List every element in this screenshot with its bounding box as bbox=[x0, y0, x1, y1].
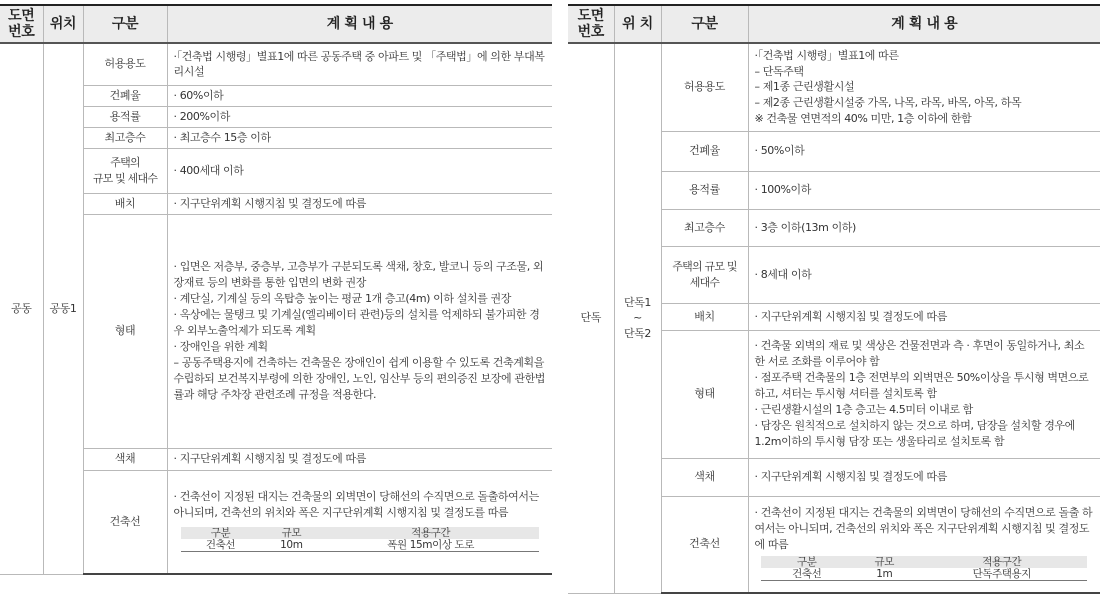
header-drawing-no: 도면 번호 bbox=[0, 5, 43, 43]
table-row bbox=[0, 85, 552, 106]
table-row bbox=[0, 127, 552, 148]
setback-text: · 건축선이 지정된 대지는 건축물의 외벽면이 당해선의 수직면으로 돌출 하여서는 아니되며, 건축선의 위치와 폭은 지구단위계획 시행지침 및 결정도에 따름 bbox=[754, 506, 1093, 552]
plan-cell: · 지구단위계획 시행지침 및 결정도에 따름 bbox=[167, 448, 552, 470]
category-cell: 배치 bbox=[661, 303, 748, 330]
setback-text: · 건축선이 지정된 대지는 건축물의 외벽면이 당해선의 수직면으로 돌출하여서는 아니되며, 건축선의 위치와 폭은 지구단위계획 시행지침 및 결정도를 따름 bbox=[173, 490, 539, 520]
category-cell: 최고층수 bbox=[83, 127, 167, 148]
mini-header-size: 규모 bbox=[260, 527, 323, 539]
setback-mini-table bbox=[761, 556, 1087, 581]
table-row bbox=[0, 470, 552, 574]
plan-cell: · 건축물 외벽의 재료 및 색상은 건물전면과 측 · 후면이 동일하거나, 최소한 서로 조화를 이루어야 함 · 점포주택 건축물의 1층 전면부의 외벽면은 50%이상을 투시형 벽면으로 하고, 셔터는 투시형 셔터를 설치토록 함 · 근린생활시설의 1층 층고는 4.5미터 이내로 함 · 담장은 원칙적으로 설치하지 않는 것으로 하며, 담장을 설치할 경우에 1.2m이하의 투시형 담장 또는 생울타리로 설치토록 함 bbox=[748, 330, 1100, 458]
table-row bbox=[0, 448, 552, 470]
category-cell: 주택의 규모 및 세대수 bbox=[83, 148, 167, 193]
plan-cell bbox=[167, 470, 552, 574]
header-category: 구분 bbox=[661, 5, 748, 43]
category-cell: 용적률 bbox=[83, 106, 167, 127]
drawing-cell: 단독 bbox=[568, 43, 614, 593]
plan-cell: ·「건축법 시행령」별표1에 따른 공동주택 중 아파트 및 「주택법」에 의한 부대복리시설 bbox=[167, 43, 552, 85]
plan-cell: · 3층 이하(13m 이하) bbox=[748, 209, 1100, 246]
mini-cell-size: 10m bbox=[260, 539, 323, 552]
table-row bbox=[0, 106, 552, 127]
header-plan: 계 획 내 용 bbox=[167, 5, 552, 43]
left-plan-table bbox=[0, 4, 552, 575]
right-plan-table bbox=[568, 4, 1100, 594]
category-cell: 용적률 bbox=[661, 171, 748, 209]
header-row bbox=[568, 5, 1100, 43]
table-row bbox=[568, 43, 1100, 131]
table-row bbox=[0, 148, 552, 193]
header-row bbox=[0, 5, 552, 43]
plan-cell: · 최고층수 15층 이하 bbox=[167, 127, 552, 148]
category-cell: 건축선 bbox=[83, 470, 167, 574]
setback-mini-table bbox=[181, 527, 539, 552]
location-cell: 공동1 bbox=[43, 43, 83, 574]
category-cell: 색채 bbox=[661, 458, 748, 496]
plan-cell: · 100%이하 bbox=[748, 171, 1100, 209]
plan-cell: · 400세대 이하 bbox=[167, 148, 552, 193]
plan-cell: · 지구단위계획 시행지침 및 결정도에 따름 bbox=[748, 458, 1100, 496]
plan-cell: · 지구단위계획 시행지침 및 결정도에 따름 bbox=[748, 303, 1100, 330]
header-drawing-no: 도면 번호 bbox=[568, 5, 614, 43]
table-row bbox=[0, 214, 552, 448]
mini-cell-category: 건축선 bbox=[761, 568, 852, 581]
plan-cell: ·「건축법 시행령」별표1에 따른 – 단독주택 – 제1종 근린생활시설 – 제2종 근린생활시설중 가목, 나목, 라목, 바목, 아목, 하목 ※ 건축물 연면적의 40% 미만, 1층 이하에 한함 bbox=[748, 43, 1100, 131]
plan-cell bbox=[748, 496, 1100, 593]
plan-cell: · 200%이하 bbox=[167, 106, 552, 127]
mini-header-section: 적용구간 bbox=[916, 556, 1087, 568]
location-cell: 단독1 ~ 단독2 bbox=[614, 43, 661, 593]
mini-cell-section: 단독주택용지 bbox=[916, 568, 1087, 581]
category-cell: 주택의 규모 및 세대수 bbox=[661, 246, 748, 303]
category-cell: 형태 bbox=[83, 214, 167, 448]
category-cell: 건폐율 bbox=[661, 131, 748, 171]
table-row bbox=[0, 193, 552, 214]
mini-row bbox=[761, 568, 1087, 581]
category-cell: 배치 bbox=[83, 193, 167, 214]
header-plan: 계 획 내 용 bbox=[748, 5, 1100, 43]
plan-cell: · 50%이하 bbox=[748, 131, 1100, 171]
category-cell: 허용용도 bbox=[83, 43, 167, 85]
category-cell: 건축선 bbox=[661, 496, 748, 593]
category-cell: 건폐율 bbox=[83, 85, 167, 106]
mini-header-section: 적용구간 bbox=[323, 527, 539, 539]
mini-header-category: 구분 bbox=[181, 527, 260, 539]
category-cell: 색채 bbox=[83, 448, 167, 470]
drawing-cell: 공동 bbox=[0, 43, 43, 574]
header-location: 위 치 bbox=[614, 5, 661, 43]
category-cell: 최고층수 bbox=[661, 209, 748, 246]
mini-header-row bbox=[181, 527, 539, 539]
plan-cell: · 60%이하 bbox=[167, 85, 552, 106]
header-category: 구분 bbox=[83, 5, 167, 43]
category-cell: 허용용도 bbox=[661, 43, 748, 131]
plan-cell: · 8세대 이하 bbox=[748, 246, 1100, 303]
plan-cell: · 지구단위계획 시행지침 및 결정도에 따름 bbox=[167, 193, 552, 214]
mini-row bbox=[181, 539, 539, 552]
mini-header-row bbox=[761, 556, 1087, 568]
table-row bbox=[0, 43, 552, 85]
mini-header-category: 구분 bbox=[761, 556, 852, 568]
plan-cell: · 입면은 저층부, 중층부, 고층부가 구분되도록 색채, 창호, 발코니 등의 구조물, 외장재료 등의 변화를 통한 입면의 변화 권장 · 계단실, 기계실 등의 옥탑층 높이는 평균 1개 층고(4m) 이하 설치를 권장 · 옥상에는 물탱크 및 기계실(엘리베이터 관련)등의 설치를 억제하되 불가피한 경우 외부노출억제가 되도록 계획 · 장애인을 위한 계획 – 공동주택용지에 건축하는 건축물은 장애인이 쉽게 이용할 수 있도록 건축계획을 수립하되 보건복지부령에 의한 장애인, 노인, 임산부 등의 편의증진 보장에 관한법률과 해당 주차장 관련조례 규정을 적용한다. bbox=[167, 214, 552, 448]
header-location: 위치 bbox=[43, 5, 83, 43]
mini-cell-section: 폭원 15m이상 도로 bbox=[323, 539, 539, 552]
mini-cell-size: 1m bbox=[852, 568, 916, 581]
category-cell: 형태 bbox=[661, 330, 748, 458]
mini-cell-category: 건축선 bbox=[181, 539, 260, 552]
mini-header-size: 규모 bbox=[852, 556, 916, 568]
